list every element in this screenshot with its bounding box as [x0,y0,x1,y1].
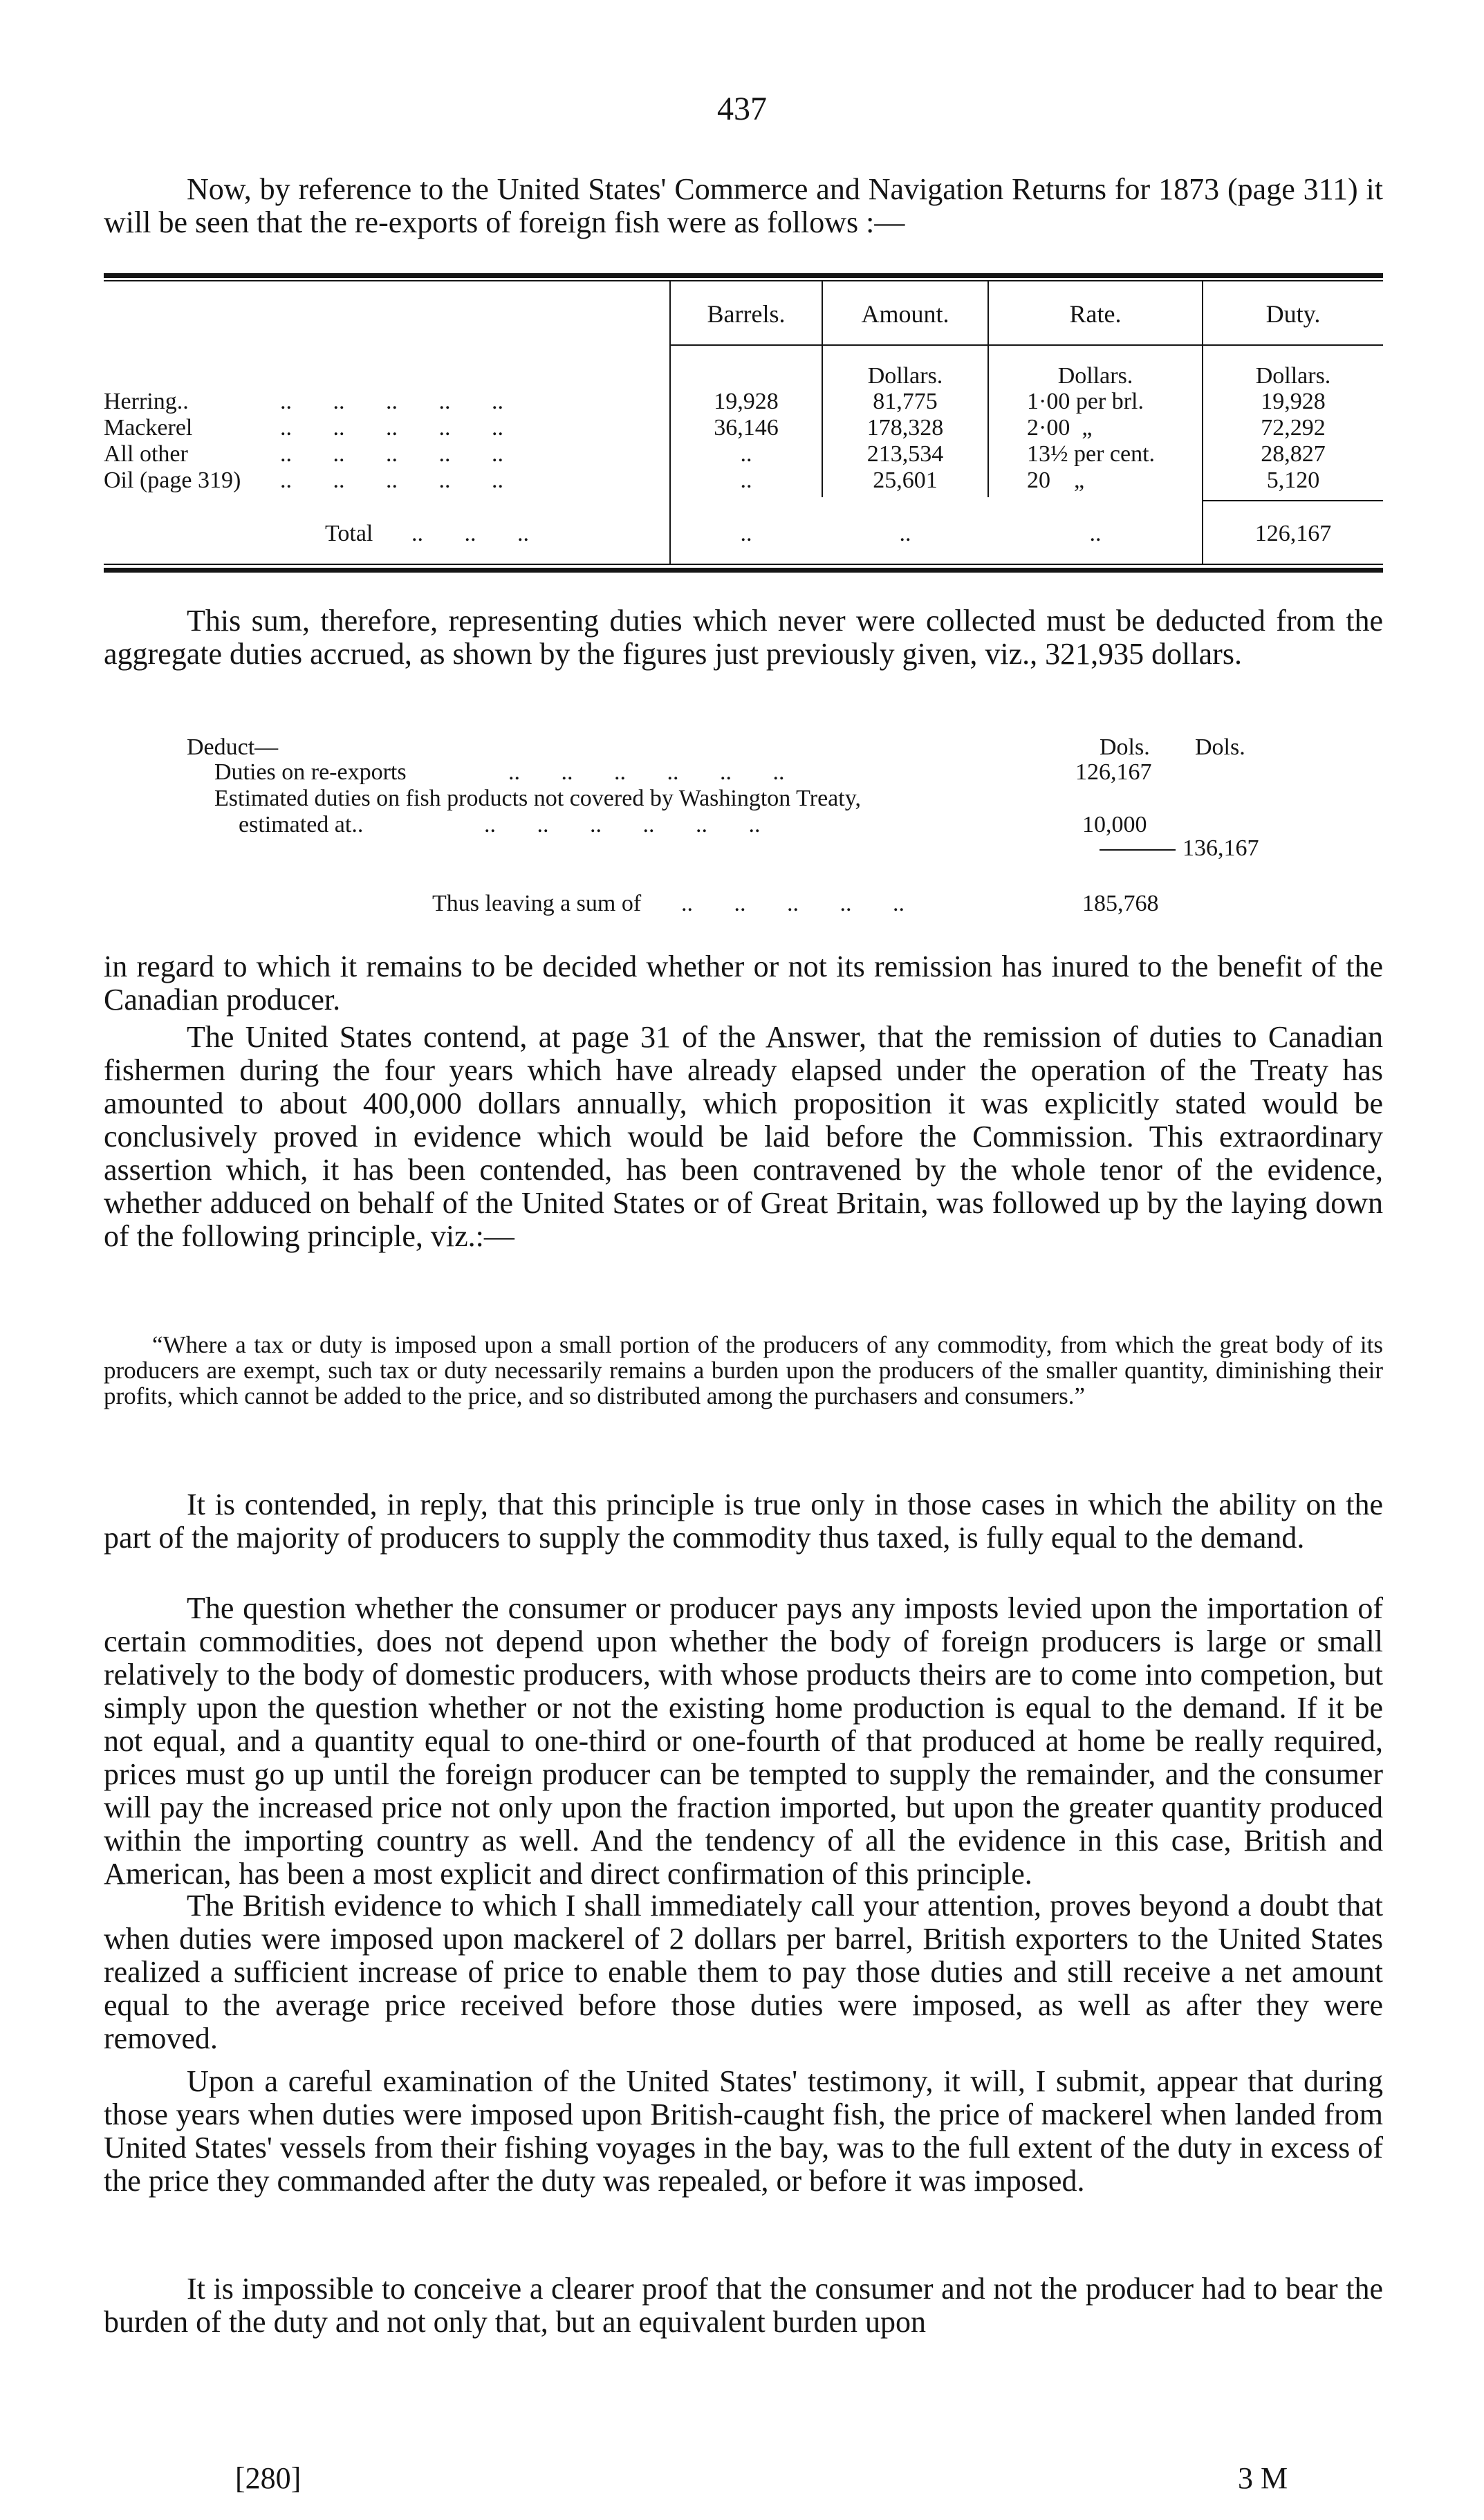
page-number: 437 [717,91,767,127]
british-evidence-paragraph: The British evidence to which I shall immediately call your attention, proves beyond a doubt that when duties were imposed upon mackerel of 2 dollars per barrel, British exporters to the United States realized a sufficient increase of price to enable them to pay those duties and still receive a net amount equal to the average price received before those duties were imposed, as well as after they were removed. [104,1889,1383,2055]
deduct-line2-label: Estimated duties on fish products not covered by Washington Treaty, [214,786,861,811]
total-barrels: .. [740,521,752,546]
unit-rate: Dollars. [1057,363,1133,389]
deduct-line1-label: Duties on re-exports [214,759,407,785]
leader-dots: .. .. .. [411,521,529,546]
cell-amount: 178,328 [866,415,944,441]
cell-duty: 28,827 [1261,441,1326,467]
leader-dots: .. .. .. .. .. .. [508,759,785,785]
cell-rate: 13½ per cent. [1027,441,1156,467]
row-label: Oil (page 319) [104,467,241,493]
cell-duty: 72,292 [1261,415,1326,441]
cell-rate: 1·00 per brl. [1027,389,1144,414]
header-rate: Rate. [1069,300,1122,328]
intro-paragraph: Now, by reference to the United States' Commerce and Navigation Returns for 1873 (page 311) it will be seen that the re-exports of foreign fish were as follows :— [104,172,1383,239]
cell-barrels: 36,146 [714,415,779,441]
deduct-subtotal: 136,167 [1182,835,1259,861]
quoted-principle: “Where a tax or duty is imposed upon a small portion of the producers of any commodity, from which the great body of its producers are exempt, such tax or duty necessarily remains a burden upon the producers of the smaller quantity, diminishing their profits, which cannot be added to the price, and so distributed among the purchasers and consumers.” [104,1331,1383,1409]
deduct-line2-label-cont: estimated at.. [239,812,364,837]
question-paragraph: The question whether the consumer or producer pays any imposts levied upon the importation of certain commodities, does not depend upon whether the body of foreign producers is large or small relatively to the body of domestic producers, with whose products theirs are to come into competion, but simply upon the question whether or not the existing home production is equal to the demand. If it be not equal, and a quantity equal to one-third or one-fourth of that produced at home be really required, prices must go up until the foreign producer can be tempted to supply the remainder, and the consumer will pay the increased price not only upon the fraction imported, but upon the greater quantity produced within the importing country as well. And the tendency of all the evidence in this case, British and American, has been a most explicit and direct confirmation of this principle. [104,1591,1383,1891]
leader-dots: .. .. .. .. .. [280,415,503,441]
header-barrels: Barrels. [707,300,786,328]
cell-barrels: .. [740,441,752,467]
leader-dots: .. .. .. .. .. [280,389,503,414]
unit-duty: Dollars. [1255,363,1331,389]
reexports-table [104,273,1383,577]
row-label: Herring.. [104,389,189,414]
leader-dots: .. .. .. .. .. [681,891,905,916]
deduct-title: Deduct— [187,734,279,760]
cell-amount: 213,534 [866,441,944,467]
header-amount: Amount. [861,300,949,328]
cell-amount: 81,775 [873,389,938,414]
header-duty: Duty. [1265,300,1321,328]
table-top-rule-thin [104,280,1383,281]
cell-duty: 5,120 [1266,467,1320,493]
table-top-rule [104,273,1383,278]
header-rule [671,344,1383,346]
deduct-line2-value: 10,000 [1082,812,1147,837]
table-bottom-rule [104,568,1383,573]
deduct-line1-value: 126,167 [1075,759,1152,785]
table-bottom-rule-thin [104,564,1383,565]
remission-paragraph: in regard to which it remains to be decided whether or not its remission has inured to the benefit of the Canadian producer. [104,949,1383,1017]
total-label: Total [325,521,373,546]
leader-dots: .. .. .. .. .. .. [484,812,761,837]
unit-amount: Dollars. [867,363,943,389]
deduct-col1-header: Dols. [1100,734,1150,760]
cell-duty: 19,928 [1261,389,1326,414]
cell-barrels: .. [740,467,752,493]
cell-amount: 25,601 [873,467,938,493]
leaving-label: Thus leaving a sum of [432,891,642,916]
leaving-value: 185,768 [1082,891,1159,916]
contend-paragraph: The United States contend, at page 31 of the Answer, that the remission of duties to Canadian fishermen during the four years which have already elapsed under the operation of the Treaty has amounted to about 400,000 dollars annually, which proposition it was explicitly stated would be conclusively proved in evidence which would be laid before the Commission. This extraordinary assertion which, it has been contended, has been contravened by the whole tenor of the evidence, whether adduced on behalf of the United States or of Great Britain, was followed up by the laying down of the following principle, viz.:— [104,1020,1383,1253]
total-rule [1203,500,1383,501]
cell-rate: 20 „ [1027,467,1085,493]
cell-rate: 2·00 „ [1027,415,1093,441]
total-amount: .. [899,521,911,546]
deduct-col2-header: Dols. [1195,734,1245,760]
impossible-paragraph: It is impossible to conceive a clearer proof that the consumer and not the producer had to bear the burden of the duty and not only that, but an equivalent burden upon [104,2272,1383,2339]
footer-signature-mark: 3 M [1238,2461,1288,2495]
total-duty: 126,167 [1254,521,1332,546]
reply-paragraph: It is contended, in reply, that this principle is true only in those cases in which the ability on the part of the majority of producers to supply the commodity thus taxed, is fully equal to the demand. [104,1488,1383,1555]
sum-paragraph: This sum, therefore, representing duties which never were collected must be deducted from the aggregate duties accrued, as shown by the figures just previously given, viz., 321,935 dollars. [104,604,1383,671]
cell-barrels: 19,928 [714,389,779,414]
row-label: All other [104,441,188,467]
leader-dots: .. .. .. .. .. [280,467,503,493]
leader-dots: .. .. .. .. .. [280,441,503,467]
examination-paragraph: Upon a careful examination of the United States' testimony, it will, I submit, appear that during those years when duties were imposed upon British-caught fish, the price of mackerel when landed from United States' vessels from their fishing voyages in the bay, was to the full extent of the duty in excess of the price they commanded after the duty was repealed, or before it was imposed. [104,2064,1383,2198]
footer-print-number: [280] [235,2461,302,2495]
total-rate: .. [1089,521,1102,546]
deduct-rule [1100,849,1176,851]
row-label: Mackerel [104,415,193,441]
